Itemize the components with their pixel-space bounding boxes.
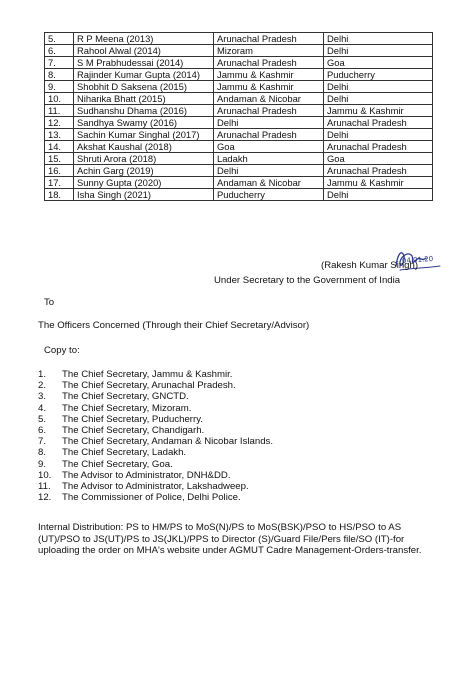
list-item-number: 1.: [38, 369, 47, 380]
serial-cell: 18.: [45, 189, 74, 201]
from-cadre-cell: Goa: [214, 141, 324, 153]
table-row: [45, 81, 433, 93]
list-item-text: The Chief Secretary, Mizoram.: [62, 402, 192, 414]
list-item-number: 12.: [38, 492, 52, 504]
list-item-number: 8.: [38, 447, 47, 459]
to-label: To: [44, 297, 55, 308]
table-row: [45, 189, 433, 201]
officer-name-cell: Sunny Gupta (2020): [74, 177, 214, 189]
serial-cell: 10.: [45, 93, 74, 105]
from-cadre-cell: Arunachal Pradesh: [214, 33, 324, 45]
to-cadre-cell: Delhi: [324, 45, 433, 57]
from-cadre-cell: Arunachal Pradesh: [214, 105, 324, 117]
to-cadre-cell: Delhi: [324, 189, 433, 201]
to-cadre-cell: Jammu & Kashmir: [324, 105, 433, 117]
from-cadre-cell: Ladakh: [214, 153, 324, 165]
officer-name-cell: Achin Garg (2019): [74, 165, 214, 177]
to-cadre-cell: Puducherry: [324, 69, 433, 81]
list-item: [38, 369, 273, 380]
signature-date: 04.01.20: [401, 254, 434, 266]
officer-name-cell: Shobhit D Saksena (2015): [74, 81, 214, 93]
serial-cell: 13.: [45, 129, 74, 141]
list-item: [38, 481, 273, 492]
serial-cell: 17.: [45, 177, 74, 189]
officers-transfer-table: [44, 32, 433, 201]
list-item: [38, 403, 273, 414]
list-item-number: 9.: [38, 458, 47, 470]
from-cadre-cell: Puducherry: [214, 189, 324, 201]
list-item-text: The Chief Secretary, Goa.: [62, 458, 173, 470]
from-cadre-cell: Arunachal Pradesh: [214, 57, 324, 69]
table-row: [45, 57, 433, 69]
table-row: [45, 141, 433, 153]
list-item-number: 10.: [38, 469, 52, 481]
to-cadre-cell: Delhi: [324, 93, 433, 105]
from-cadre-cell: Jammu & Kashmir: [214, 69, 324, 81]
list-item: [38, 492, 273, 503]
from-cadre-cell: Jammu & Kashmir: [214, 81, 324, 93]
from-cadre-cell: Andaman & Nicobar: [214, 177, 324, 189]
table-row: [45, 45, 433, 57]
list-item-number: 5.: [38, 413, 47, 425]
officer-name-cell: S M Prabhudessai (2014): [74, 57, 214, 69]
list-item-number: 4.: [38, 402, 47, 414]
to-cadre-cell: Goa: [324, 153, 433, 165]
officer-name-cell: Sandhya Swamy (2016): [74, 117, 214, 129]
officer-name-cell: Isha Singh (2021): [74, 189, 214, 201]
table-row: [45, 129, 433, 141]
serial-cell: 6.: [45, 45, 74, 57]
serial-cell: 8.: [45, 69, 74, 81]
to-cadre-cell: Arunachal Pradesh: [324, 117, 433, 129]
list-item: [38, 447, 273, 458]
list-item-text: The Chief Secretary, Arunachal Pradesh.: [62, 380, 236, 392]
table-row: [45, 105, 433, 117]
list-item: [38, 425, 273, 436]
officer-name-cell: Rajinder Kumar Gupta (2014): [74, 69, 214, 81]
to-cadre-cell: Delhi: [324, 129, 433, 141]
list-item-text: The Advisor to Administrator, Lakshadweep.: [62, 481, 249, 493]
from-cadre-cell: Delhi: [214, 165, 324, 177]
list-item-number: 7.: [38, 436, 47, 448]
copy-to-label: Copy to:: [44, 345, 80, 356]
list-item-text: The Commissioner of Police, Delhi Police.: [62, 492, 241, 504]
to-cadre-cell: Delhi: [324, 33, 433, 45]
list-item-text: The Chief Secretary, Puducherry.: [62, 413, 203, 425]
list-item: [38, 436, 273, 447]
officer-name-cell: Sudhanshu Dhama (2016): [74, 105, 214, 117]
addressee-line: The Officers Concerned (Through their Chief Secretary/Advisor): [38, 320, 310, 331]
from-cadre-cell: Arunachal Pradesh: [214, 129, 324, 141]
list-item-text: The Chief Secretary, Andaman & Nicobar Islands.: [62, 436, 273, 448]
signer-designation: Under Secretary to the Government of India: [214, 275, 401, 286]
officer-name-cell: Niharika Bhatt (2015): [74, 93, 214, 105]
table-row: [45, 153, 433, 165]
table-row: [45, 165, 433, 177]
list-item-number: 6.: [38, 425, 47, 437]
copy-to-list: [38, 369, 273, 503]
officers-table-body: [45, 33, 433, 201]
list-item-number: 2.: [38, 380, 47, 392]
officer-name-cell: Shruti Arora (2018): [74, 153, 214, 165]
list-item: [38, 470, 273, 481]
from-cadre-cell: Andaman & Nicobar: [214, 93, 324, 105]
list-item: [38, 459, 273, 470]
to-cadre-cell: Delhi: [324, 81, 433, 93]
officer-name-cell: R P Meena (2013): [74, 33, 214, 45]
list-item: [38, 380, 273, 391]
officer-name-cell: Akshat Kaushal (2018): [74, 141, 214, 153]
list-item: [38, 414, 273, 425]
list-item-number: 3.: [38, 391, 47, 403]
serial-cell: 12.: [45, 117, 74, 129]
list-item-number: 11.: [38, 481, 51, 493]
serial-cell: 11.: [45, 105, 74, 117]
table-row: [45, 69, 433, 81]
officer-name-cell: Sachin Kumar Singhal (2017): [74, 129, 214, 141]
serial-cell: 16.: [45, 165, 74, 177]
serial-cell: 9.: [45, 81, 74, 93]
to-cadre-cell: Jammu & Kashmir: [324, 177, 433, 189]
signer-name: (Rakesh Kumar Singh): [321, 260, 419, 271]
list-item-text: The Chief Secretary, Chandigarh.: [62, 425, 205, 437]
list-item-text: The Chief Secretary, GNCTD.: [62, 391, 189, 403]
serial-cell: 14.: [45, 141, 74, 153]
serial-cell: 7.: [45, 57, 74, 69]
to-cadre-cell: Goa: [324, 57, 433, 69]
serial-cell: 5.: [45, 33, 74, 45]
officer-name-cell: Rahool Alwal (2014): [74, 45, 214, 57]
table-row: [45, 93, 433, 105]
from-cadre-cell: Delhi: [214, 117, 324, 129]
from-cadre-cell: Mizoram: [214, 45, 324, 57]
table-row: [45, 33, 433, 45]
internal-distribution: Internal Distribution: PS to HM/PS to MoS(N)/PS to MoS(BSK)/PSO to HS/PSO to AS (UT)/PSO to JS(UT)/PS to JS(JKL)/PPS to Director (S)/Guard File/Pers file/SO (IT)-for uploading the order on MHA's website under AGMUT Cadre Management-Orders-transfer.: [38, 522, 422, 557]
serial-cell: 15.: [45, 153, 74, 165]
table-row: [45, 177, 433, 189]
to-cadre-cell: Arunachal Pradesh: [324, 141, 433, 153]
list-item-text: The Advisor to Administrator, DNH&DD.: [62, 469, 231, 481]
list-item-text: The Chief Secretary, Ladakh.: [62, 447, 187, 459]
table-row: [45, 117, 433, 129]
list-item: [38, 391, 273, 402]
list-item-text: The Chief Secretary, Jammu & Kashmir.: [62, 369, 233, 380]
to-cadre-cell: Arunachal Pradesh: [324, 165, 433, 177]
